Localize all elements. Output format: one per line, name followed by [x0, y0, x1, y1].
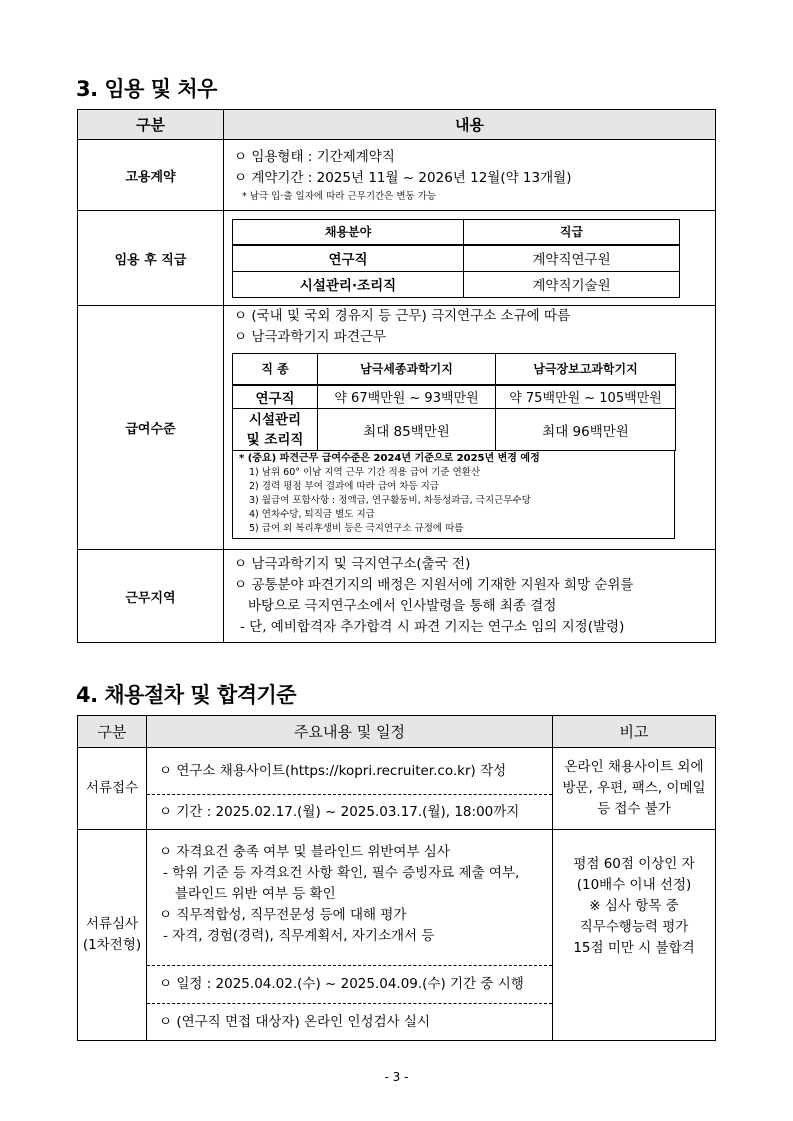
remark-line: 방문, 우편, 팩스, 이메일 — [562, 780, 706, 796]
salary-content — [224, 306, 716, 550]
salary-header: 남극장보고과학기지 — [496, 354, 676, 385]
position-content — [224, 211, 716, 306]
remark-line: 평점 60점 이상인 자 — [573, 856, 695, 872]
contract-line: ㅇ 계약기간 : 2025년 11월 ~ 2026년 12월(약 13개월) — [234, 169, 572, 186]
position-table — [232, 219, 680, 298]
salary-notes-title: * (중요) 파견근무 급여수준은 2024년 기준으로 2025년 변경 예정 — [239, 453, 540, 464]
remark-line: (10배수 이내 선정) — [576, 877, 692, 893]
salary-note-item: 4) 연차수당, 퇴직금 별도 지급 — [249, 509, 375, 520]
section4-title: 4. 채용절차 및 합격기준 — [76, 683, 297, 707]
doc-receipt-remark — [553, 748, 716, 830]
location-line: - 단, 예비합격자 추가합격 시 파견 기지는 연구소 임의 지정(발령) — [240, 619, 625, 635]
salary-jangbogo-value: 최대 96백만원 — [496, 409, 676, 451]
doc-review-line: - 자격, 경험(경력), 직무계획서, 자기소개서 등 — [163, 928, 435, 944]
contract-note: * 남극 입·출 일자에 따라 근무기간은 변동 가능 — [242, 190, 437, 202]
location-content — [224, 550, 716, 643]
doc-review-schedule: ㅇ 일정 : 2025.04.02.(수) ~ 2025.04.09.(수) 기간 중 시행 — [159, 976, 524, 992]
doc-review-line: ㅇ 직무적합성, 직무전문성 등에 대해 평가 — [159, 907, 407, 923]
salary-job-label-line: 및 조리직 — [246, 431, 304, 448]
position-field: 시설관리·조리직 — [233, 271, 464, 297]
doc-receipt-label: 서류접수 — [78, 748, 147, 830]
salary-line: ㅇ 남극과학기지 파견근무 — [234, 329, 387, 345]
position-label: 임용 후 직급 — [78, 211, 224, 306]
position-header: 직급 — [464, 219, 680, 245]
remark-line: 등 접수 불가 — [597, 801, 671, 817]
header-category: 구분 — [78, 716, 147, 748]
contract-line: ㅇ 임용형태 : 기간제계약직 — [234, 148, 395, 165]
header-remark: 비고 — [553, 716, 716, 748]
salary-sejong-value: 약 67백만원 ~ 93백만원 — [318, 385, 496, 409]
salary-jangbogo-value: 약 75백만원 ~ 105백만원 — [496, 385, 676, 409]
salary-note-item: 3) 월급여 포함사항 : 정액급, 연구활동비, 차등성과급, 극지근무수당 — [249, 495, 531, 506]
salary-label: 급여수준 — [78, 306, 224, 550]
employment-table — [77, 109, 716, 643]
doc-review-line: ㅇ 자격요건 충족 여부 및 블라인드 위반여부 심사 — [159, 844, 450, 860]
position-rank: 계약직기술원 — [464, 271, 680, 297]
salary-header: 남극세종과학기지 — [318, 354, 496, 385]
page-number: - 3 - — [384, 1070, 409, 1084]
position-rank: 계약직연구원 — [464, 245, 680, 271]
location-line: 바탕으로 극지연구소에서 인사발령을 통해 최종 결정 — [248, 598, 557, 614]
remark-line: ※ 심사 항목 중 — [589, 898, 679, 914]
remark-line: 15점 미만 시 불합격 — [573, 940, 695, 956]
location-label: 근무지역 — [78, 550, 224, 643]
recruitment-table — [77, 715, 716, 1041]
remark-line: 온라인 채용사이트 외에 — [564, 759, 704, 775]
doc-review-content — [147, 830, 553, 1041]
header-content: 주요내용 및 일정 — [147, 716, 553, 748]
salary-header: 직 종 — [233, 354, 318, 385]
doc-review-label — [78, 830, 147, 1041]
salary-line: ㅇ (국내 및 국외 경유지 등 근무) 극지연구소 소규에 따름 — [234, 308, 571, 324]
position-field: 연구직 — [233, 245, 464, 271]
salary-note-item: 2) 경력 평점 부여 결과에 따라 급여 차등 지급 — [249, 481, 439, 492]
contract-content — [224, 140, 716, 211]
salary-job-label-line: 시설관리 — [248, 411, 302, 428]
doc-review-line: 블라인드 위반 여부 등 확인 — [175, 886, 336, 902]
doc-receipt-line: ㅇ 연구소 채용사이트(https://kopri.recruiter.co.kr) 작성 — [159, 762, 507, 779]
remark-line: 직무수행능력 평가 — [579, 919, 689, 935]
location-line: ㅇ 남극과학기지 및 극지연구소(출국 전) — [234, 556, 471, 572]
salary-sejong-value: 최대 85백만원 — [318, 409, 496, 451]
salary-job-label: 연구직 — [233, 385, 318, 409]
header-category: 구분 — [78, 110, 224, 140]
contract-label: 고용계약 — [78, 140, 224, 211]
salary-job-label — [233, 409, 318, 451]
doc-review-line: - 학위 기준 등 자격요건 사항 확인, 필수 증빙자료 제출 여부, — [163, 865, 520, 881]
salary-table — [232, 353, 676, 451]
position-header: 채용분야 — [233, 219, 464, 245]
doc-review-remark — [553, 830, 716, 1041]
salary-note-item: 5) 급여 외 복리후생비 등은 극지연구소 규정에 따름 — [249, 523, 464, 534]
location-line: ㅇ 공통분야 파견기지의 배정은 지원서에 기재한 지원자 희망 순위를 — [234, 577, 634, 593]
doc-review-label-line: (1차전형) — [82, 937, 142, 953]
section3-title: 3. 임용 및 처우 — [76, 77, 217, 101]
salary-note-item: 1) 남위 60° 이남 지역 근무 기간 적용 급여 기준 연환산 — [249, 467, 481, 478]
doc-receipt-line: ㅇ 기간 : 2025.02.17.(월) ~ 2025.03.17.(월), 18:00까지 — [159, 803, 520, 820]
header-content: 내용 — [224, 110, 716, 140]
doc-review-personality-test: ㅇ (연구직 면접 대상자) 온라인 인성검사 실시 — [159, 1013, 431, 1030]
salary-notes — [232, 451, 675, 539]
doc-review-label-line: 서류심사 — [85, 916, 139, 932]
doc-receipt-content — [147, 748, 553, 830]
